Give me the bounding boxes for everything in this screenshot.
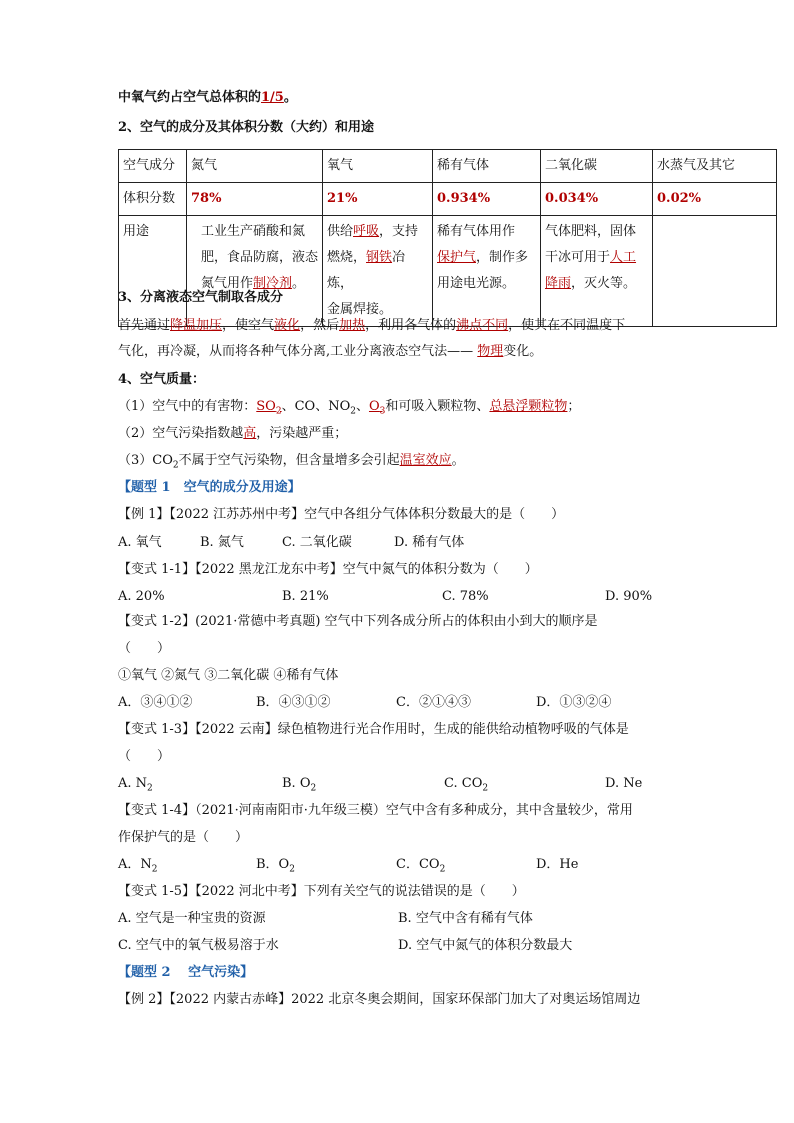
variant-1-1-question: 【变式 1-1】【2022 黑龙江龙东中考】空气中氮气的体积分数为（ ） [118, 562, 538, 577]
use-co2: 气体肥料，固体 干冰可用于人工 降雨，灭火等。 [541, 216, 653, 327]
section-4-line-1: （1）空气中的有害物：$SO_2$、CO、$NO_2$、$O_3$和可吸入颗粒物、总悬浮颗粒物； [118, 399, 581, 417]
section-2-title: 2、空气的成分及其体积分数（大约）和用途 [118, 120, 375, 135]
variant-1-2-items: ①氧气 ②氮气 ③二氧化碳 ④稀有气体 [118, 668, 339, 683]
section-4-title: 4、空气质量： [118, 372, 206, 387]
table-header-cell: 水蒸气及其它 [653, 150, 777, 183]
variant-1-2-bracket: （ ） [118, 641, 171, 656]
option-a: A．$N_2$ [118, 857, 158, 875]
use-rare-gas: 稀有气体用作 保护气，制作多 用途电光源。 [433, 216, 541, 327]
table-header-cell: 氮气 [187, 150, 323, 183]
option-a: A．③④①② [118, 695, 193, 710]
table-use-row [119, 216, 777, 327]
option-c: C. 空气中的氧气极易溶于水 [118, 938, 279, 953]
option-d: D. 90% [605, 589, 653, 604]
option-c: C．$CO_2$ [396, 857, 446, 875]
section-4-line-3: $(3)CO_2$不属于空气污染物，但含量增多会引起温室效应。 [118, 453, 465, 471]
table-header-cell: 空气成分 [119, 150, 187, 183]
option-a: A. 20% [118, 589, 165, 604]
variant-1-2-question: 【变式 1-2】(2021·常德中考真题) 空气中下列各成分所占的体积由小到大的顺序是 [118, 614, 598, 629]
option-b: B. 空气中含有稀有气体 [398, 911, 533, 926]
section-4-line-2: （2）空气污染指数越高，污染越严重； [118, 426, 348, 441]
volume-n2: 78% [187, 183, 323, 216]
variant-1-3-question: 【变式 1-3】【2022 云南】绿色植物进行光合作用时，生成的能供给动植物呼吸的气体是 [118, 722, 629, 737]
intro-text: 中氧气约占空气总体积的 [118, 90, 262, 105]
section-3-line-2: 气化，再冷凝，从而将各种气体分离,工业分离液态空气法—— 物理变化。 [118, 344, 543, 359]
option-c: C. 78% [442, 589, 489, 604]
use-vapor [653, 216, 777, 327]
option-a: A. 空气是一种宝贵的资源 [118, 911, 266, 926]
table-header-cell: 二氧化碳 [541, 150, 653, 183]
option-b: B．$O_2$ [256, 857, 295, 875]
option-a: A. 氧气 [118, 535, 162, 550]
question-type-2-heading: 【题型 2 空气污染】 [118, 965, 254, 980]
option-c: C．②①④③ [396, 695, 471, 710]
intro-suffix: 。 [283, 90, 297, 105]
option-b: B. 氮气 [200, 535, 244, 550]
table-row-label: 体积分数 [119, 183, 187, 216]
option-a: A. $N_2$ [118, 776, 153, 794]
table-header-cell: 稀有气体 [433, 150, 541, 183]
variant-1-4-question: 【变式 1-4】（2021·河南南阳市·九年级三模）空气中含有多种成分，其中含量较少，常用 [118, 803, 633, 818]
intro-value: 1/5 [261, 90, 284, 105]
volume-rare-gas: 0.934% [433, 183, 541, 216]
option-b: B．④③①② [256, 695, 331, 710]
option-c: C. 二氧化碳 [282, 535, 352, 550]
option-d: D. 空气中氮气的体积分数最大 [398, 938, 573, 953]
intro-line [118, 88, 297, 108]
option-d: D. Ne [605, 776, 643, 791]
table-header-row [119, 150, 777, 183]
table-volume-row [119, 183, 777, 216]
table-header-cell: 氧气 [323, 150, 433, 183]
variant-1-4-question-cont: 作保护气的是（ ） [118, 830, 249, 845]
option-c: C. $CO_2$ [444, 776, 489, 794]
question-type-1-heading: 【题型 1 空气的成分及用途】 [118, 480, 301, 495]
example-2-question: 【例 2】【2022 内蒙古赤峰】2022 北京冬奥会期间，国家环保部门加大了对奥运场馆周边 [118, 992, 641, 1007]
option-b: B. 21% [282, 589, 329, 604]
volume-co2: 0.034% [541, 183, 653, 216]
option-d: D．He [536, 857, 579, 872]
use-o2: 供给呼吸，支持 燃烧，钢铁冶炼， 金属焊接。 [323, 216, 433, 327]
example-1-question: 【例 1】【2022 江苏苏州中考】空气中各组分气体体积分数最大的是（ ） [118, 507, 565, 522]
section-3-line-1: 首先通过降温加压，使空气液化，然后加热，利用各气体的沸点不同，使其在不同温度下 [118, 318, 626, 333]
volume-vapor: 0.02% [653, 183, 777, 216]
variant-1-5-question: 【变式 1-5】【2022 河北中考】下列有关空气的说法错误的是（ ） [118, 884, 525, 899]
option-d: D．①③②④ [536, 695, 612, 710]
volume-o2: 21% [323, 183, 433, 216]
option-d: D. 稀有气体 [394, 535, 465, 550]
section-3-title: 3、分离液态空气制取各成分 [118, 290, 284, 305]
use-n2: 工业生产硝酸和氮 肥，食品防腐，液态 氮气用作制冷剂。 [187, 216, 323, 327]
option-b: B. $O_2$ [282, 776, 317, 794]
table-row-label: 用途 [119, 216, 187, 327]
variant-1-3-bracket: （ ） [118, 749, 171, 764]
